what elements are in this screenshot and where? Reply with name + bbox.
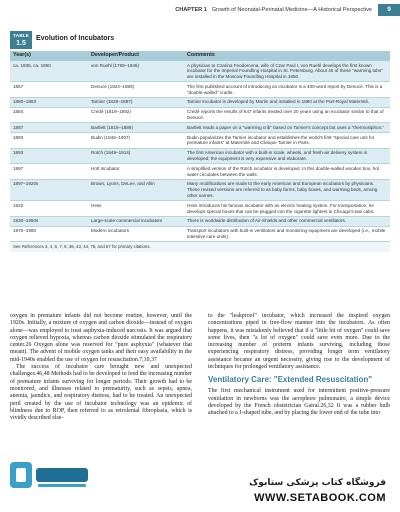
cell-comments: Bartlett reads a paper on a "warming crib" based on Tarnier's concept but uses a "thermosiphon."	[184, 123, 390, 133]
running-header-text	[175, 4, 372, 16]
table-number: 1.5	[16, 40, 26, 47]
cell-developer: Hess	[88, 201, 184, 217]
body-paragraph: to the "leakproof" incubator, which increased the inspired oxygen concentrations piped in free-flow manner into the incubators. As often happens, it was mistakenly believed that if a "little bit of oxygen" could save some lives, then "a lot of oxygen" could save even more. Due to the increasing number of preterm infants surviving, including those experiencing respiratory distress, providing longer term ventilatory assistance became an urgent necessity, giving rise to the development of techniques for prolonged ventilatory assistance.	[208, 313, 390, 371]
cell-year: 1970–1980	[10, 226, 88, 242]
cell-developer: von Ruehl (1769–1846)	[88, 61, 184, 82]
cell-developer: Credé (1819–1892)	[88, 107, 184, 123]
cell-comments: A physician to Czarina Feodorovna, wife of Czar Paul I, von Ruehl develops the first known incubator for the Imperial Foundling Hospital in St. Petersburg. About 40 of these "warming tubs" are installed in the Moscow Foundling Hospital in 1850.	[184, 61, 390, 82]
table-row	[10, 82, 390, 98]
table-row	[10, 201, 390, 217]
cell-year: 1897	[10, 164, 88, 180]
cell-developer: Large-scale commercial incubators	[88, 216, 184, 226]
table-row	[10, 123, 390, 133]
publisher-tagline: فروشگاه کتاب پزشکی ستابوک	[249, 478, 386, 488]
cell-developer: Budin (1846–1907)	[88, 133, 184, 149]
table-row	[10, 216, 390, 226]
cell-developer: Bartlett (1816–1889)	[88, 123, 184, 133]
cell-comments: Transport incubators with built-in ventilators and monitoring equipment are developed (i.e., mobile intensive care units).	[184, 226, 390, 242]
running-header	[0, 4, 400, 16]
table-row	[10, 97, 390, 107]
table-tag	[10, 31, 32, 49]
cell-developer: Rotch (1849–1914)	[88, 148, 184, 164]
cell-year: 1884	[10, 107, 88, 123]
table-row	[10, 148, 390, 164]
body-paragraph: The first mechanical instrument used for intermittent positive-pressure ventilation in newborns was the aerophore pulmonaire, a simple device developed by the French obstetrician Gairal.26,32 It was a rubber bulb attached to a J-shaped tube, and by placing the lower end of the tube into	[208, 388, 390, 417]
cell-year: 1893	[10, 148, 88, 164]
cell-year: 1897–1920s	[10, 179, 88, 200]
table-row	[10, 164, 390, 180]
column-header-year: Year(s)	[10, 51, 88, 61]
page-number: 9	[378, 4, 400, 16]
cell-comments: Credé reports the results of 647 infants treated over 20 years using an incubator similar to that of Denucé.	[184, 107, 390, 123]
setabook-logo	[8, 458, 92, 506]
cell-year: ca. 1835, ca. 1850	[10, 61, 88, 82]
chapter-label: CHAPTER 1	[175, 7, 207, 13]
cell-comments: Many modifications are made to the early American and European incubators by physicians. These revised versions are referred to as baby farms, baby boxes, and warming beds, among other names.	[184, 179, 390, 200]
table-row	[10, 107, 390, 123]
body-paragraph: oxygen in premature infants did not become routine, however, until the 1920s. Initially, a mixture of oxygen and carbon dioxide—instead of oxygen alone—was employed to treat asphyxia-induced narcosis. It was argued that oxygen relieved hypoxia, whereas carbon dioxide stimulated the respiratory center.26 Oxygen alone was reserved for "pure asphyxia" (whatever that meant). The advent of mobile oxygen tanks and their easy availability in the mid-1940s enabled the use of oxygen for resuscitation.7,10,37	[10, 313, 192, 363]
cell-developer: Tarnier (1828–1897)	[88, 97, 184, 107]
publisher-url[interactable]: WWW.SETABOOK.COM	[254, 492, 386, 504]
cell-comments: Budin popularizes the Tarnier incubator and establishes the world's first "special care unit for premature infants" at Maternité and Clinique Tarnier in Paris.	[184, 133, 390, 149]
setabook-logo-icon	[8, 458, 92, 506]
cell-comments: Tarnier incubator is developed by Martin and installed in 1880 at the Port-Royal Maternité.	[184, 97, 390, 107]
publisher-footer	[0, 450, 400, 512]
column-header-developer: Developer/Product	[88, 51, 184, 61]
table-row	[10, 179, 390, 200]
cell-comments: There is worldwide distribution of Air-Shields and other commercial ventilators.	[184, 216, 390, 226]
table-row	[10, 133, 390, 149]
cell-developer: Hott incubator	[88, 164, 184, 180]
cell-year: 1893	[10, 133, 88, 149]
table-caption	[10, 31, 390, 51]
cell-developer: Modern incubators	[88, 226, 184, 242]
cell-comments: The first published account of introducing an incubator is a 400-word report by Denucé. This is a "double-walled" cradle.	[184, 82, 390, 98]
cell-year: 1857	[10, 82, 88, 98]
cell-comments: The first American incubator with a built-in scale, wheels, and fresh-air delivery system is developed; the equipment is very expensive and elaborate.	[184, 148, 390, 164]
table-header-row	[10, 51, 390, 61]
cell-year: 1887	[10, 123, 88, 133]
cell-developer: Denucé (1824–1889)	[88, 82, 184, 98]
cell-year: 1880–1883	[10, 97, 88, 107]
cell-comments: Hess introduces his famous incubator with an electric heating system. For transportation, he develops special boxes that can be plugged into the cigarette lighters in Chicago's taxi cabs.	[184, 201, 390, 217]
cell-developer: Brown, Lyons, DeLee, and Allin	[88, 179, 184, 200]
body-paragraph: The success of incubator care brought new and unexpected challenges.46,48 Methods had to be developed to feed the increasing number of premature infants surviving for longer periods. Their growth had to be monitored, and illnesses related to prematurity, such as sepsis, apnea, anemia, jaundice, and respiratory distress, had to be treated. An unexpected peril created by the use of incubator technology was an epidemic of blindness due to ROP, then referred to as retrolental fibroplasia, which is vividly described else-	[10, 364, 192, 422]
incubator-table	[10, 51, 390, 252]
table-footnote-row	[10, 242, 390, 252]
body-column-right	[208, 313, 390, 418]
body-column-left	[10, 313, 192, 422]
section-heading: Ventilatory Care: "Extended Resuscitation"	[208, 375, 373, 385]
cell-comments: A simplified version of the Rotch incubator is developed. In this double-walled wooden box, hot water circulates between the walls.	[184, 164, 390, 180]
table-footnote: See References 3, 4, 5, 7, 8, 36, 43, 44, 75, and 57 for primary citations.	[10, 242, 390, 252]
table-title: Evolution of Incubators	[36, 35, 115, 42]
table-row	[10, 61, 390, 82]
column-header-comments: Comments	[184, 51, 390, 61]
chapter-title: Growth of Neonatal-Perinatal Medicine—A Historical Perspective	[211, 7, 372, 13]
table-row	[10, 226, 390, 242]
table-tag-label: TABLE	[13, 34, 29, 39]
cell-year: 1922	[10, 201, 88, 217]
cell-year: 1930–1950s	[10, 216, 88, 226]
